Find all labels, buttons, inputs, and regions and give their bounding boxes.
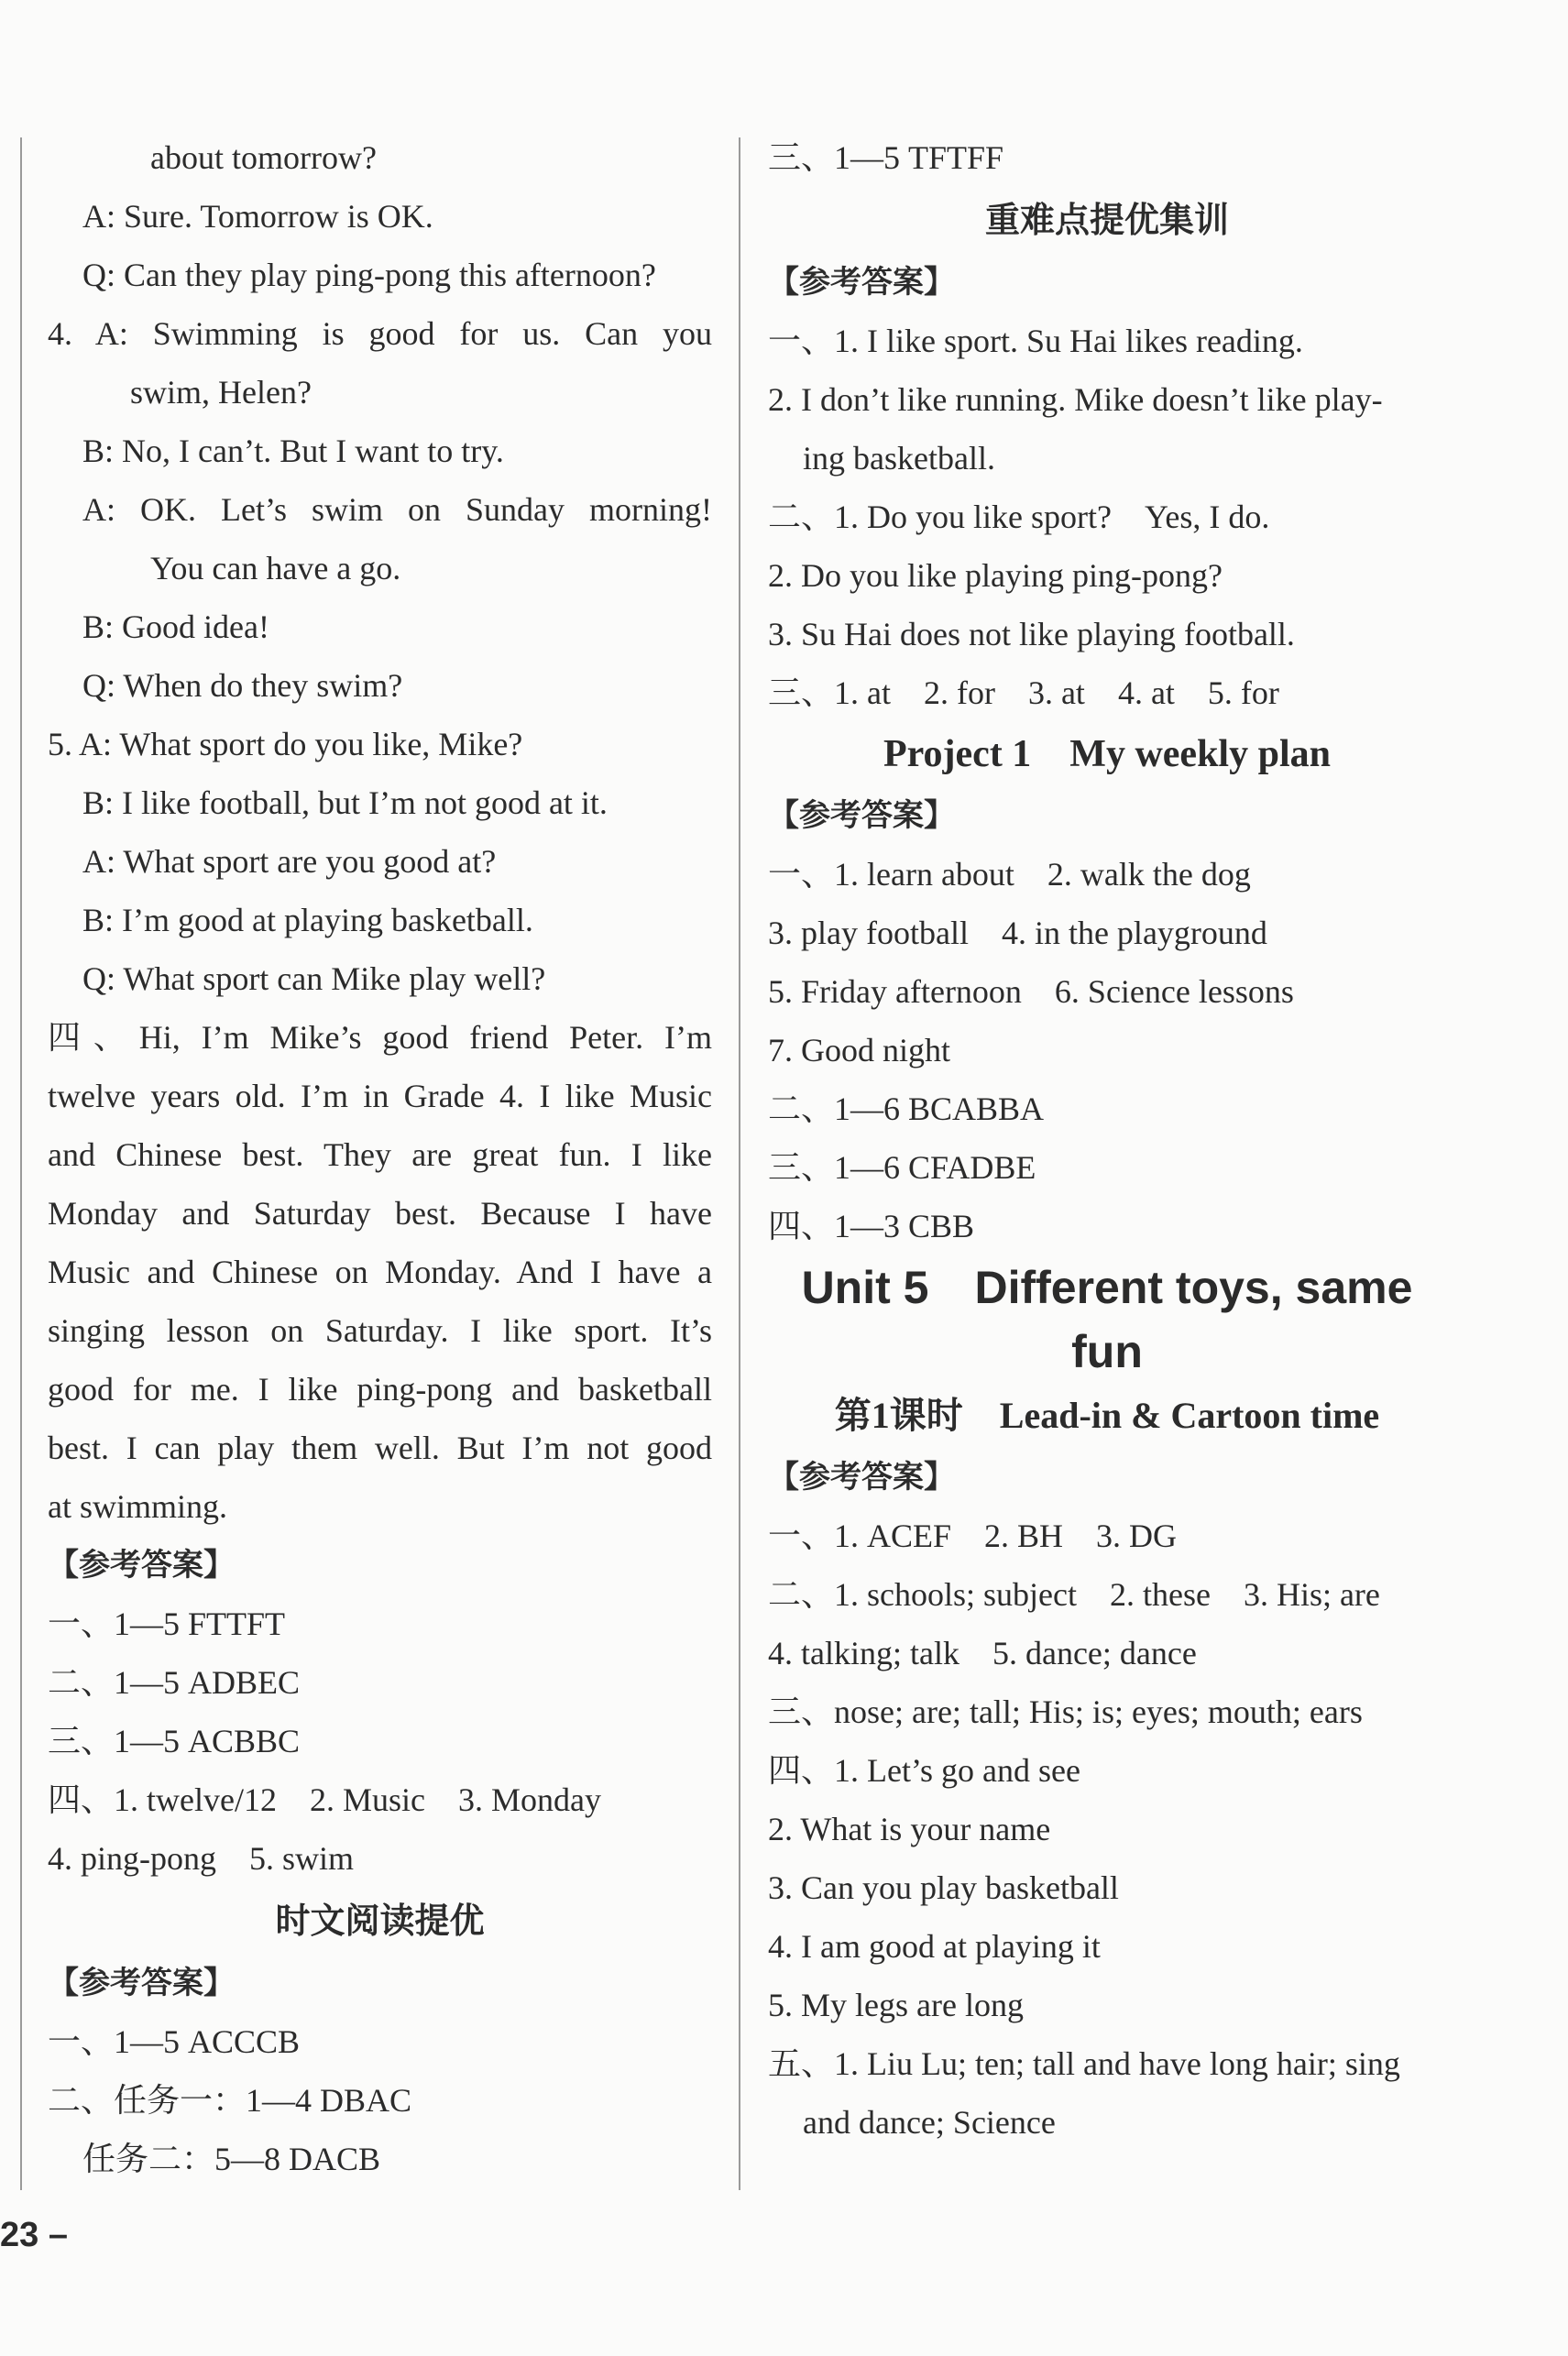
section-title-reading: 时文阅读提优 — [275, 1901, 485, 1941]
text-line: B: I like football, but I’m not good at it. — [82, 784, 608, 821]
answer-line: 一、1—5 ACCCB — [48, 2023, 301, 2060]
page-number: 23 – — [0, 2216, 68, 2254]
text-line: Monday and Saturday best. Because I have — [48, 1195, 712, 1232]
text-line: about tomorrow? — [150, 139, 377, 176]
answer-line: 二、1. schools; subject 2. these 3. His; are — [768, 1576, 1380, 1613]
answer-line: 4. talking; talk 5. dance; dance — [768, 1635, 1197, 1671]
answer-line: 一、1—5 FTTFT — [48, 1605, 286, 1642]
text-line: 4. A: Swimming is good for us. Can you — [48, 315, 712, 352]
unit-title-continued: fun — [1071, 1326, 1143, 1377]
answer-line: 4. I am good at playing it — [768, 1928, 1101, 1965]
text-line: and Chinese best. They are great fun. I like — [48, 1136, 712, 1173]
text-line: B: I’m good at playing basketball. — [82, 902, 533, 938]
answer-heading: 【参考答案】 — [768, 797, 955, 834]
text-line: 5. A: What sport do you like, Mike? — [48, 726, 523, 762]
text-line: twelve years old. I’m in Grade 4. I like Music — [48, 1078, 712, 1114]
text-line: Q: Can they play ping-pong this afternoon? — [82, 257, 656, 293]
answer-heading: 【参考答案】 — [768, 264, 955, 301]
answer-line: and dance; Science — [803, 2104, 1056, 2141]
text-line: A: What sport are you good at? — [82, 843, 497, 880]
text-line: Q: When do they swim? — [82, 667, 403, 704]
answer-heading: 【参考答案】 — [48, 1547, 235, 1583]
project-title: Project 1 My weekly plan — [883, 733, 1331, 775]
left-column — [48, 128, 712, 2188]
answer-line: ing basketball. — [803, 440, 995, 477]
text-line: at swimming. — [48, 1488, 227, 1525]
text-line: Music and Chinese on Monday. And I have a — [48, 1254, 712, 1290]
answer-line: 四、1—3 CBB — [768, 1208, 975, 1244]
answer-line: 5. Friday afternoon 6. Science lessons — [768, 973, 1294, 1010]
answer-line: 三、1—5 TFTFF — [768, 139, 1004, 176]
left-margin-rule — [20, 137, 22, 2190]
answer-line: 四、1. twelve/12 2. Music 3. Monday — [48, 1781, 601, 1818]
answer-line: 二、任务一：1—4 DBAC — [48, 2082, 412, 2119]
lesson-title: 第1课时 Lead-in & Cartoon time — [834, 1395, 1380, 1436]
answer-line: 三、nose; are; tall; His; is; eyes; mouth; ears — [768, 1693, 1363, 1730]
text-line: You can have a go. — [150, 550, 401, 586]
answer-line: 一、1. I like sport. Su Hai likes reading. — [768, 323, 1303, 359]
answer-heading: 【参考答案】 — [48, 1965, 235, 2001]
answer-line: 5. My legs are long — [768, 1987, 1024, 2023]
answer-line: 7. Good night — [768, 1032, 951, 1068]
answer-line: 4. ping-pong 5. swim — [48, 1840, 355, 1877]
text-line: A: Sure. Tomorrow is OK. — [82, 198, 433, 235]
answer-line: 任务二：5—8 DACB — [82, 2141, 381, 2177]
answer-line: 二、1. Do you like sport? Yes, I do. — [768, 499, 1270, 535]
answer-line: 一、1. ACEF 2. BH 3. DG — [768, 1518, 1178, 1554]
answer-line: 3. play football 4. in the playground — [768, 915, 1267, 951]
answer-line: 二、1—5 ADBEC — [48, 1664, 301, 1701]
text-line: B: No, I can’t. But I want to try. — [82, 433, 504, 469]
text-line: A: OK. Let’s swim on Sunday morning! — [82, 491, 712, 528]
text-line: good for me. I like ping-pong and basketball — [48, 1371, 712, 1408]
answer-line: 3. Can you play basketball — [768, 1869, 1119, 1906]
answer-heading: 【参考答案】 — [768, 1459, 955, 1496]
text-line: swim, Helen? — [130, 374, 312, 411]
section-title-key-points: 重难点提优集训 — [984, 200, 1229, 240]
answer-line: 2. What is your name — [768, 1811, 1051, 1847]
text-line: B: Good idea! — [82, 608, 269, 645]
answer-line: 二、1—6 BCABBA — [768, 1090, 1045, 1127]
answer-line: 五、1. Liu Lu; ten; tall and have long hair; sing — [768, 2045, 1400, 2082]
answer-line: 3. Su Hai does not like playing football. — [768, 616, 1295, 652]
column-divider — [739, 137, 740, 2190]
text-line: Q: What sport can Mike play well? — [82, 960, 546, 997]
text-line: singing lesson on Saturday. I like sport. It’s — [48, 1312, 712, 1349]
right-column — [768, 128, 1446, 2152]
answer-line: 四、1. Let’s go and see — [768, 1752, 1080, 1789]
answer-line: 三、1—5 ACBBC — [48, 1723, 301, 1759]
answer-line: 三、1—6 CFADBE — [768, 1149, 1036, 1186]
unit-title: Unit 5 Different toys, same — [801, 1262, 1413, 1313]
answer-line: 2. I don’t like running. Mike doesn’t like play- — [768, 381, 1383, 418]
answer-line: 一、1. learn about 2. walk the dog — [768, 856, 1251, 893]
text-line: best. I can play them well. But I’m not good — [48, 1430, 712, 1466]
text-line: 四、Hi, I’m Mike’s good friend Peter. I’m — [48, 1019, 712, 1056]
answer-line: 2. Do you like playing ping-pong? — [768, 557, 1223, 594]
answer-line: 三、1. at 2. for 3. at 4. at 5. for — [768, 674, 1279, 711]
